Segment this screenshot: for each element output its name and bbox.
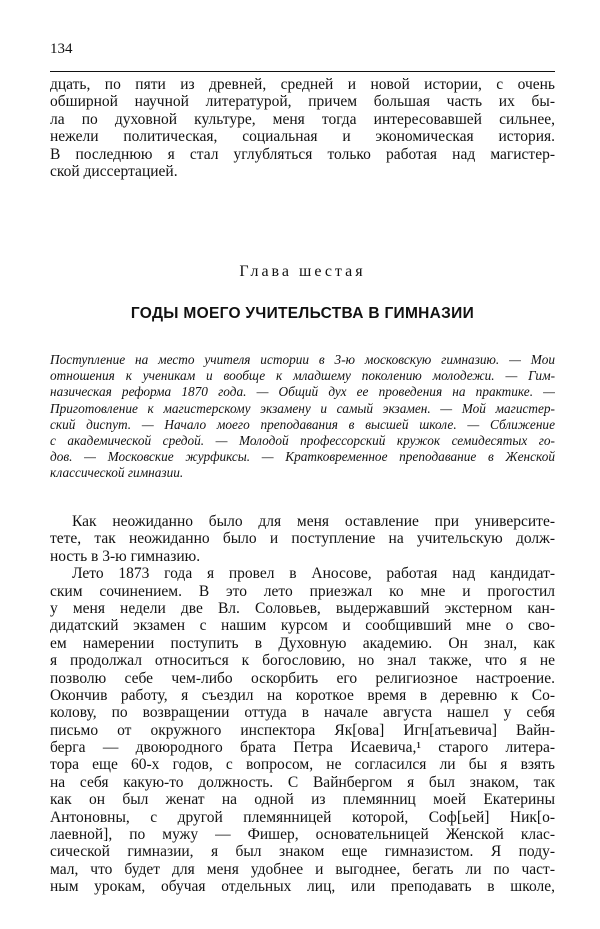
chapter-label: Глава шестая [239,263,366,280]
text-line: берга — двоюродного брата Петра Исаевича,¹ старого литера- [50,739,555,757]
summary-line: Поступление на место учителя истории в 3-ю московскую гимназию. — Мои [50,352,555,367]
text-line: ла по духовной культуре, меня тогда интересовавшей сильнее, [50,110,555,128]
text-line: лаевной], по мужу — Фишер, основательницей Женской клас- [50,826,555,844]
summary-line: отношения к ученикам и вообще к младшему поколению молодежи. — Гим- [50,368,555,384]
text-line: Окончив работу, я съездил на короткое время в деревню к Со- [50,686,555,704]
text-line: нежели политическая, социальная и экономическая история. [50,128,555,146]
text-line: позволю себе чем-либо оскорбить его религиозное настроение. [50,669,555,687]
summary-line: ский диспут. — Начало моего преподавания в высшей школе. — Сближение [50,416,555,432]
header-rule [50,71,555,72]
chapter-title: ГОДЫ МОЕГО УЧИТЕЛЬСТВА В ГИМНАЗИИ [130,305,475,322]
text-line: Антоновны, с другой племянницей которой, Соф[ьей] Ник[о- [50,808,555,826]
text-line: ем намерении поступить в Духовную академию. Он знал, как [50,634,555,652]
text-line: ность в 3-ю гимназию. [50,547,201,565]
text-line: письмо от окружного инспектора Як[ова] Игн[атьевича] Вайн- [50,721,555,739]
text-line: Лето 1873 года я провел в Аносове, работая над кандидат- [72,565,555,583]
summary-line: с академической средой. — Молодой профессорский кружок семидесятых го- [50,432,555,448]
text-line: у меня недели две Вл. Соловьев, выдержавший экстерном кан- [50,599,555,617]
text-line: ским сочинением. В это лето приезжал ко мне и прогостил [50,582,555,600]
text-line: дидатский экзамен с нашим курсом и сообщивший мне о сво- [50,617,555,635]
text-line: как он был женат на одной из племянниц моей Екатерины [50,791,555,809]
text-line: В последнюю я стал углубляться только работая над магистер- [50,145,555,163]
text-line: сической гимназии, я был знаком еще гимназистом. Я поду- [50,843,555,861]
text-line: Как неожиданно было для меня оставление при университе- [72,513,555,530]
text-line: колову, по возвращении оттуда в начале августа нашел у себя [50,704,555,722]
text-line: тете, так неожиданно было и поступление на учительскую долж- [50,530,555,548]
top-paragraph [50,76,555,180]
page-number: 134 [50,41,73,57]
body-text [50,513,555,896]
summary-line: дов. — Московские журфиксы. — Кратковременное преподавание в Женской [50,449,555,465]
text-line: дцать, по пяти из древней, средней и новой истории, с очень [50,76,555,93]
text-line: мал, что будет для меня удобнее и выгоднее, бегать ли по част- [50,860,555,878]
summary-line: классической гимназии. [50,465,184,481]
text-line: ской диссертацией. [50,162,178,180]
text-line: на себя какую-то должность. С Вайнбергом я был знаком, так [50,773,555,791]
summary-line: назическая реформа 1870 года. — Общий дух ее проведения на практике. — [50,384,555,400]
text-line: тора еще 60-х годов, с вопросом, не согласился ли бы я взять [50,756,555,774]
summary-line: Приготовление к магистерскому экзамену и самый экзамен. — Мой магистер- [50,400,555,416]
text-line: обширной научной литературой, причем большая часть их бы- [50,93,555,111]
text-line: ным урокам, обучая отдельных лиц, или преподавать в школе, [50,878,555,896]
chapter-summary [50,352,555,482]
text-line: я продолжал относиться к богословию, но знал также, что я не [50,652,555,670]
